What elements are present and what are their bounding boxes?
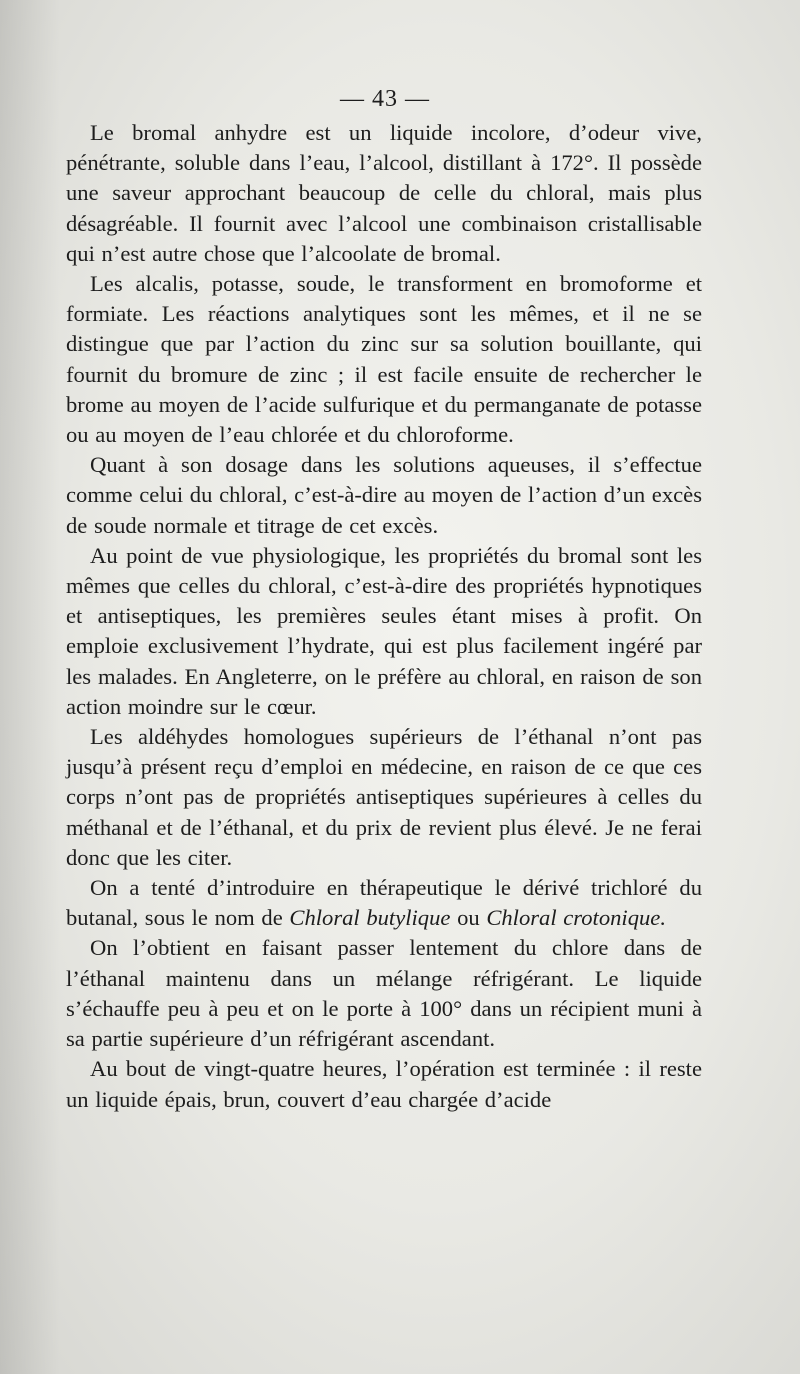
body-text bbox=[66, 118, 702, 1115]
italic-term-chloral-butylique: Chloral butylique bbox=[289, 905, 451, 931]
paragraph-chloral-butylique bbox=[66, 873, 702, 933]
paragraph-bromal-properties: Le bromal anhydre est un liquide incolore, d’odeur vive, pénétrante, soluble dans l’eau, l’alcool, distillant à 172°. Il possède une saveur approchant beaucoup de celle du chloral, mais plus désagréable. Il fournit avec l’alcool une combinaison cristallisable qui n’est autre chose que l’alcoolate de bromal. bbox=[66, 120, 702, 266]
paragraph-physiology: Au point de vue physiologique, les propriétés du bromal sont les mêmes que celles du chloral, c’est-à-dire des propriétés hypnotiques et antiseptiques, les premières seules étant mises à profit. On emploie exclusivement l’hydrate, qui est plus facilement ingéré par les malades. En Angleterre, on le préfère au chloral, en raison de son action moindre sur le cœur. bbox=[66, 542, 702, 719]
page-number: — 43 — bbox=[340, 86, 430, 112]
paragraph-higher-aldehydes: Les aldéhydes homologues supérieurs de l’éthanal n’ont pas jusqu’à présent reçu d’emploi en médecine, en raison de ce que ces corps n’ont pas de propriétés antiseptiques supérieures à celles du méthanal et de l’éthanal, et du prix de revient plus élevé. Je ne ferai donc que les citer. bbox=[66, 724, 702, 870]
paragraph-result: Au bout de vingt-quatre heures, l’opération est terminée : il reste un liquide épais, brun, couvert d’eau chargée d’acide bbox=[66, 1056, 702, 1112]
paragraph-preparation: On l’obtient en faisant passer lentement du chlore dans de l’éthanal maintenu dans un mélange réfrigérant. Le liquide s’échauffe peu à peu et on le porte à 100° dans un récipient muni à sa partie supérieure d’un réfrigérant ascendant. bbox=[66, 935, 702, 1052]
paragraph-dosage: Quant à son dosage dans les solutions aqueuses, il s’effectue comme celui du chloral, c’est-à-dire au moyen de l’action d’un excès de soude normale et titrage de cet excès. bbox=[66, 452, 702, 538]
paragraph-alkalis-reactions: Les alcalis, potasse, soude, le transforment en bromoforme et formiate. Les réactions analytiques sont les mêmes, et il ne se distingue que par l’action du zinc sur sa solution bouillante, qui fournit du bromure de zinc ; il est facile ensuite de rechercher le brome au moyen de l’acide sulfurique et du permanganate de potasse ou au moyen de l’eau chlorée et du chloroforme. bbox=[66, 271, 702, 448]
paragraph-text-before: On a tenté d’introduire en thérapeutique le dérivé trichloré du butanal, sous le nom de bbox=[66, 875, 702, 931]
italic-term-chloral-crotonique: Chloral crotonique. bbox=[486, 905, 666, 931]
paragraph-text-middle: ou bbox=[450, 905, 487, 931]
